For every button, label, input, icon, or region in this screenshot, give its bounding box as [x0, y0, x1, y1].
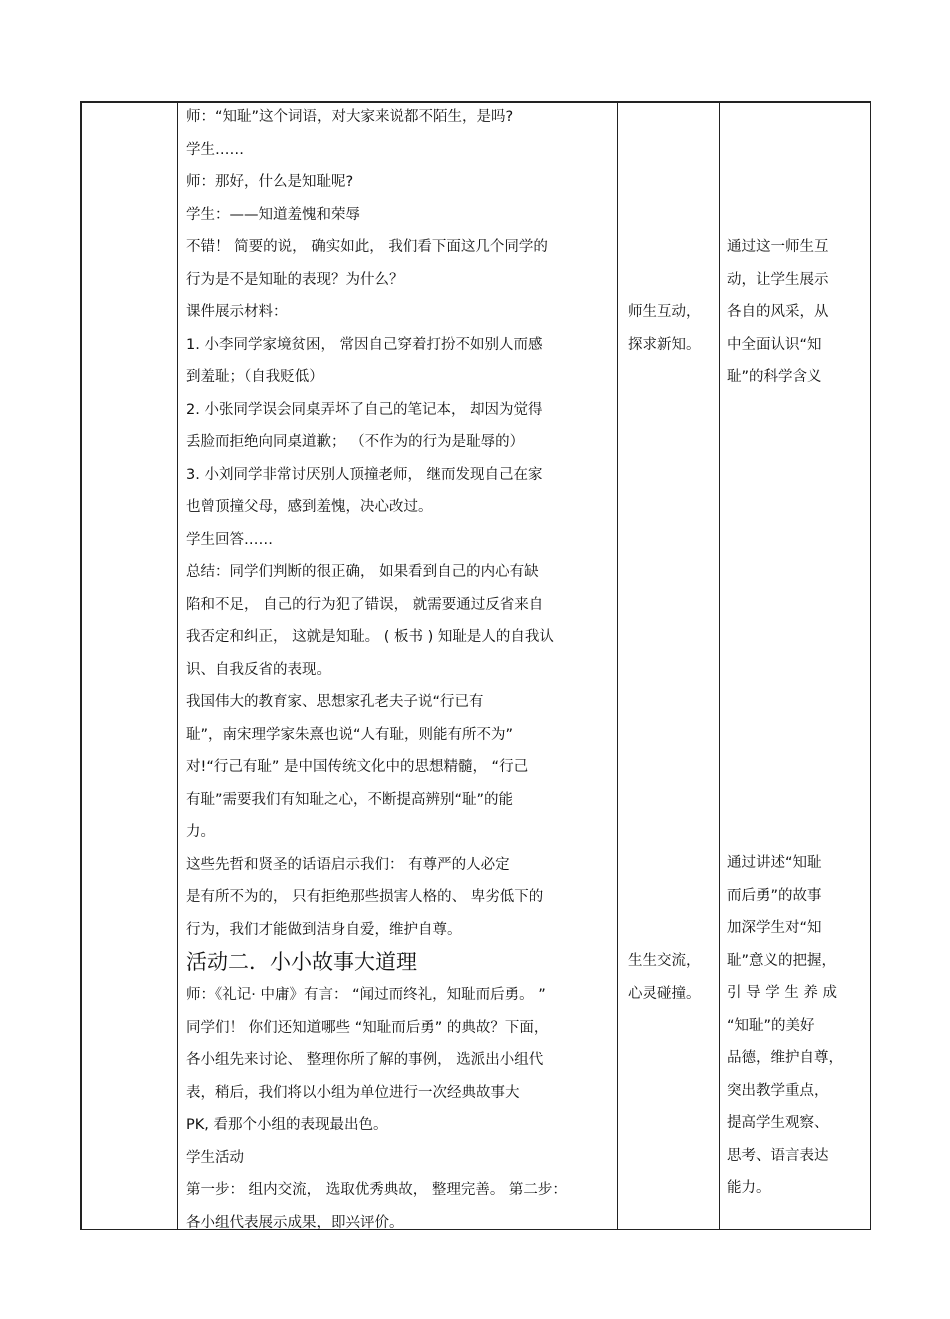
- text-line: 学生……: [186, 141, 244, 158]
- text-line: 各小组代表展示成果，即兴评价。: [186, 1214, 404, 1231]
- text-line: 品德，维护自尊，: [727, 1050, 843, 1066]
- column-divider-3: [719, 101, 720, 1230]
- text-line: 耻”，南宋理学家朱熹也说“人有耻，则能有所不为”: [186, 726, 514, 743]
- text-line: 表，稍后，我们将以小组为单位进行一次经典故事大: [186, 1084, 520, 1101]
- student-activity-cell-1: [628, 296, 718, 361]
- text-line: PK, 看那个小组的表现最出色。: [186, 1117, 388, 1133]
- text-line: 学生：——知道羞愧和荣辱: [186, 206, 360, 223]
- text-line: 而后勇”的故事: [727, 887, 822, 904]
- text-line: 耻”意义的把握，: [727, 952, 837, 969]
- text-line: 加深学生对“知: [727, 920, 822, 936]
- text-line: 总结：同学们判断的很正确， 如果看到自己的内心有缺: [186, 564, 539, 580]
- text-line: 学生回答……: [186, 531, 273, 548]
- text-line: 力。: [186, 824, 215, 840]
- text-line: 生生交流，: [628, 953, 701, 969]
- text-line: 到羞耻；（自我贬低）: [186, 369, 324, 385]
- text-line: 师：“知耻”这个词语，对大家来说都不陌生，是吗?: [186, 109, 514, 125]
- design-intent-cell-1: [727, 231, 867, 394]
- text-line: 行为，我们才能做到洁身自爱，维护自尊。: [186, 921, 462, 938]
- text-line: 丢脸而拒绝向同桌道歉； （不作为的行为是耻辱的）: [186, 434, 525, 450]
- text-line: 心灵碰撞。: [628, 985, 701, 1002]
- text-line: 对!“行己有耻” 是中国传统文化中的思想精髓， “行己: [186, 759, 529, 775]
- text-line: 能力。: [727, 1180, 771, 1196]
- text-line: 有耻”需要我们有知耻之心，不断提高辨别“耻”的能: [186, 791, 514, 808]
- teaching-process-cell: [186, 101, 611, 1239]
- table-left-border: [80, 101, 82, 1230]
- text-line: 通过这一师生互: [727, 239, 829, 255]
- text-line: 通过讲述“知耻: [727, 855, 822, 871]
- text-line: 识、自我反省的表现。: [186, 661, 331, 678]
- text-line: 第一步： 组内交流， 选取优秀典故， 整理完善。 第二步：: [186, 1182, 567, 1198]
- text-line: 学生活动: [186, 1149, 244, 1166]
- text-line: 是有所不为的， 只有拒绝那些损害人格的、 卑劣低下的: [186, 889, 544, 905]
- text-line: 1. 小李同学家境贫困， 常因自己穿着打扮不如别人而感: [186, 336, 543, 353]
- text-line: 突出教学重点，: [727, 1082, 829, 1099]
- text-line: “知耻”的美好: [727, 1017, 815, 1034]
- text-line: 3. 小刘同学非常讨厌别人顶撞老师， 继而发现自己在家: [186, 466, 543, 483]
- column-divider-1: [177, 101, 178, 1230]
- table-right-border: [870, 101, 872, 1230]
- text-line: 探求新知。: [628, 336, 701, 353]
- text-line: 引 导 学 生 养 成: [727, 985, 838, 1001]
- text-line: 2. 小张同学误会同桌弄坏了自己的笔记本， 却因为觉得: [186, 401, 543, 418]
- text-line: 耻”的科学含义: [727, 369, 822, 385]
- text-line: 师：《礼记· 中庸》有言： “闻过而终礼，知耻而后勇。 ”: [186, 987, 546, 1003]
- section-heading: 活动二．小小故事大道理: [186, 950, 417, 974]
- text-line: 动，让学生展示: [727, 271, 829, 288]
- text-line: 各小组先来讨论、 整理你所了解的事例， 选派出小组代: [186, 1052, 544, 1068]
- student-activity-cell-2: [628, 945, 718, 1010]
- text-line: 课件展示材料：: [186, 304, 288, 320]
- lesson-table: [80, 101, 871, 1230]
- text-line: 这些先哲和贤圣的话语启示我们： 有尊严的人必定: [186, 856, 510, 873]
- text-line: 提高学生观察、: [727, 1115, 829, 1131]
- text-line: 师：那好，什么是知耻呢?: [186, 174, 354, 190]
- text-line: 不错！ 简要的说， 确实如此， 我们看下面这几个同学的: [186, 239, 548, 255]
- column-divider-2: [617, 101, 618, 1230]
- text-line: 行为是不是知耻的表现？为什么？: [186, 271, 404, 288]
- text-line: 同学们！ 你们还知道哪些 “知耻而后勇” 的典故？下面，: [186, 1019, 549, 1036]
- text-line: 我国伟大的教育家、思想家孔老夫子说“行已有: [186, 694, 484, 710]
- text-line: 各自的风采，从: [727, 304, 829, 320]
- text-line: 中全面认识“知: [727, 336, 822, 353]
- design-intent-cell-2: [727, 847, 867, 1205]
- text-line: 思考、语言表达: [727, 1147, 829, 1164]
- text-line: 师生互动，: [628, 304, 701, 320]
- text-line: 陷和不足， 自己的行为犯了错误， 就需要通过反省来自: [186, 596, 544, 613]
- text-line: 也曾顶撞父母，感到羞愧，决心改过。: [186, 499, 433, 515]
- text-line: 我否定和纠正， 这就是知耻。 ( 板书 ) 知耻是人的自我认: [186, 629, 554, 645]
